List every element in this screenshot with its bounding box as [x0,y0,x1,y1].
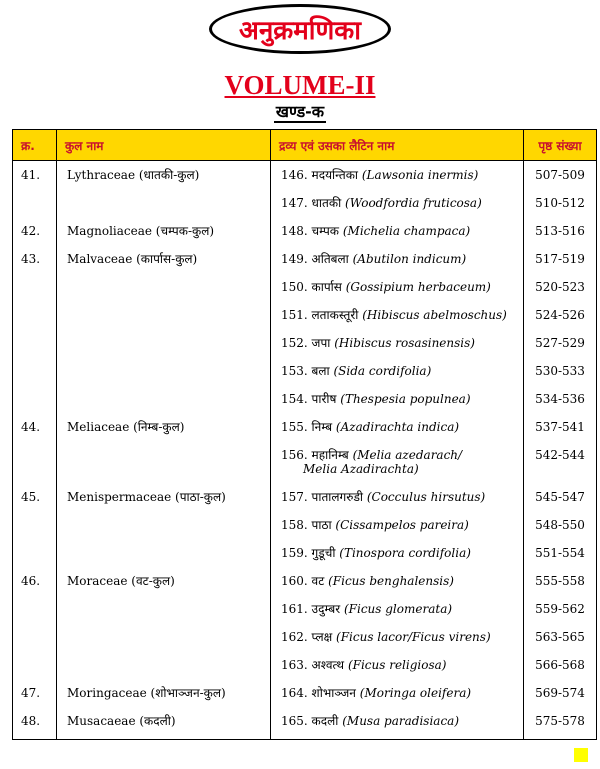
family-cell [57,651,271,679]
drug-cell [271,511,524,539]
pages-cell [524,217,597,245]
drug-cell [271,539,524,567]
drug-number: 160. [281,574,308,588]
drug-cell [271,595,524,623]
family-name [57,273,270,280]
table-row [13,385,597,413]
page-range: 534-536 [535,392,585,406]
drug-name: प्लक्ष [311,630,333,644]
drug-cell [271,623,524,651]
drug-name: मदयन्तिका [311,168,359,182]
serial-number [13,357,56,364]
pages-cell [524,651,597,679]
page-title: अनुक्रमणिका [238,16,362,46]
family-name [57,623,270,630]
family-cell [57,413,271,441]
drug-cell [271,441,524,483]
serial-number [13,623,56,630]
drug-number: 164. [281,686,308,700]
drug-number: 149. [281,252,308,266]
serial-number [13,273,56,280]
latin-name: (Ficus benghalensis) [328,574,454,588]
serial-cell [13,329,57,357]
header-serial: क्र. [13,130,57,161]
family-cell [57,301,271,329]
drug-name: महानिम्ब [311,448,349,462]
section-heading: खण्ड-क [275,102,325,121]
drug-name: चम्पक [311,224,340,238]
table-row [13,651,597,679]
table-row [13,329,597,357]
drug-name: बला [311,364,330,378]
page-range: 520-523 [535,280,585,294]
latin-name: (Lawsonia inermis) [361,168,479,182]
serial-number: 43. [21,252,41,266]
serial-cell [13,595,57,623]
serial-number: 42. [21,224,41,238]
drug-name: धातकी [311,196,342,210]
table-body [13,161,597,740]
table-row [13,217,597,245]
serial-cell [13,567,57,595]
drug-cell [271,679,524,707]
serial-number [13,441,56,448]
serial-cell [13,483,57,511]
page-range: 575-578 [535,714,585,728]
page-range: 510-512 [535,196,585,210]
serial-number: 45. [21,490,41,504]
page-range: 555-558 [535,574,585,588]
page-range: 524-526 [535,308,585,322]
drug-number: 150. [281,280,308,294]
serial-cell [13,539,57,567]
serial-number [13,301,56,308]
drug-number: 146. [281,168,308,182]
family-cell [57,329,271,357]
serial-cell [13,511,57,539]
table-row [13,707,597,740]
page-range: 530-533 [535,364,585,378]
drug-number: 156. [281,448,308,462]
pages-cell [524,245,597,273]
page-range: 569-574 [535,686,585,700]
drug-number: 152. [281,336,308,350]
family-cell [57,567,271,595]
family-cell [57,595,271,623]
latin-name: (Tinospora cordifolia) [339,546,471,560]
serial-number [13,329,56,336]
serial-cell [13,623,57,651]
table-row [13,567,597,595]
latin-name: (Ficus religiosa) [347,658,447,672]
family-cell [57,679,271,707]
family-cell [57,623,271,651]
serial-number [13,385,56,392]
latin-name: (Azadirachta indica) [335,420,460,434]
page-range: 527-529 [535,336,585,350]
pages-cell [524,539,597,567]
pages-cell [524,161,597,190]
table-row [13,301,597,329]
serial-number: 46. [21,574,41,588]
family-name [57,539,270,546]
title-oval [209,4,391,54]
latin-name: (Ficus glomerata) [343,602,453,616]
latin-name: (Thespesia populnea) [340,392,471,406]
latin-name: (Sida cordifolia) [333,364,432,378]
table-row [13,679,597,707]
pages-cell [524,679,597,707]
serial-number: 47. [21,686,41,700]
table-row [13,483,597,511]
latin-name: (Hibiscus abelmoschus) [362,308,507,322]
family-cell [57,273,271,301]
page-range: 551-554 [535,546,585,560]
drug-cell [271,301,524,329]
page-range: 548-550 [535,518,585,532]
page-range: 566-568 [535,658,585,672]
family-cell [57,539,271,567]
family-name: Lythraceae (धातकी-कुल) [67,168,200,182]
table-row [13,161,597,190]
drug-cell [271,483,524,511]
drug-cell [271,161,524,190]
family-cell [57,483,271,511]
family-cell [57,217,271,245]
drug-cell [271,189,524,217]
family-name: Menispermaceae (पाठा-कुल) [67,490,226,504]
family-name [57,329,270,336]
pages-cell [524,301,597,329]
family-cell [57,245,271,273]
latin-name: (Ficus lacor/Ficus virens) [336,630,491,644]
serial-cell [13,273,57,301]
drug-cell [271,273,524,301]
table-header-row [13,130,597,161]
pages-cell [524,511,597,539]
serial-number: 44. [21,420,41,434]
pages-cell [524,595,597,623]
drug-name: शोभाञ्जन [311,686,356,700]
pages-cell [524,357,597,385]
section-heading-wrap [0,100,600,122]
serial-cell [13,357,57,385]
drug-cell [271,707,524,740]
latin-name: (Gossipium herbaceum) [345,280,491,294]
family-name: Moraceae (वट-कुल) [67,574,175,588]
serial-cell [13,245,57,273]
pages-cell [524,483,597,511]
latin-name: (Melia azedarach/ [352,448,463,462]
serial-cell [13,707,57,740]
family-name [57,595,270,602]
page-range: 517-519 [535,252,585,266]
drug-name: कदली [311,714,339,728]
latin-name: (Abutilon indicum) [352,252,467,266]
pages-cell [524,413,597,441]
serial-number: 41. [21,168,41,182]
family-name: Magnoliaceae (चम्पक-कुल) [67,224,215,238]
drug-number: 148. [281,224,308,238]
drug-name: पातालगरुडी [311,490,364,504]
serial-cell [13,301,57,329]
family-name [57,511,270,518]
family-name [57,385,270,392]
latin-name: (Cissampelos pareira) [335,518,469,532]
header-pages: पृष्ठ संख्या [524,130,597,161]
drug-name: अश्वत्थ [311,658,345,672]
family-name: Meliaceae (निम्ब-कुल) [67,420,185,434]
family-name [57,189,270,196]
page-range: 542-544 [535,448,585,462]
family-cell [57,385,271,413]
drug-number: 157. [281,490,308,504]
page-range: 563-565 [535,630,585,644]
drug-name: लताकस्तूरी [311,308,359,322]
latin-name: (Michelia champaca) [342,224,471,238]
serial-cell [13,651,57,679]
latin-name-continued: Melia Azadirachta) [303,462,419,476]
header-drug: द्रव्य एवं उसका लैटिन नाम [271,130,524,161]
latin-name: (Woodfordia fruticosa) [345,196,482,210]
drug-number: 165. [281,714,308,728]
family-name: Musacaeae (कदली) [67,714,176,728]
family-cell [57,707,271,740]
table-row [13,623,597,651]
drug-number: 159. [281,546,308,560]
family-cell [57,161,271,190]
serial-cell [13,441,57,483]
family-cell [57,511,271,539]
drug-number: 153. [281,364,308,378]
pages-cell [524,385,597,413]
serial-number: 48. [21,714,41,728]
latin-name: (Musa paradisiaca) [342,714,459,728]
pages-cell [524,329,597,357]
drug-cell [271,357,524,385]
table-row [13,441,597,483]
pages-cell [524,707,597,740]
pages-cell [524,189,597,217]
index-table [12,129,597,740]
family-name: Moringaceae (शोभाञ्जन-कुल) [67,686,226,700]
serial-number [13,651,56,658]
page-range: 545-547 [535,490,585,504]
drug-number: 154. [281,392,308,406]
table-row [13,273,597,301]
family-cell [57,441,271,483]
drug-cell [271,329,524,357]
drug-cell [271,567,524,595]
table-row [13,595,597,623]
serial-cell [13,161,57,190]
latin-name: (Hibiscus rosasinensis) [334,336,475,350]
serial-number [13,189,56,196]
serial-cell [13,217,57,245]
drug-cell [271,217,524,245]
drug-number: 147. [281,196,308,210]
page-range: 507-509 [535,168,585,182]
drug-cell [271,245,524,273]
drug-name: पारीष [311,392,337,406]
serial-cell [13,413,57,441]
pages-cell [524,623,597,651]
pages-cell [524,273,597,301]
serial-number [13,539,56,546]
drug-number: 155. [281,420,308,434]
drug-number: 158. [281,518,308,532]
family-name [57,301,270,308]
table-row [13,245,597,273]
family-name [57,441,270,448]
drug-name: पाठा [311,518,332,532]
drug-cell [271,385,524,413]
table-row [13,539,597,567]
serial-number [13,595,56,602]
drug-name: उदुम्बर [311,602,341,616]
drug-number: 162. [281,630,308,644]
drug-cell [271,413,524,441]
table-row [13,413,597,441]
family-name [57,651,270,658]
drug-cell [271,651,524,679]
serial-cell [13,385,57,413]
pages-cell [524,441,597,483]
page-range: 537-541 [535,420,585,434]
page-range: 513-516 [535,224,585,238]
table-row [13,357,597,385]
latin-name: (Moringa oleifera) [359,686,472,700]
family-cell [57,189,271,217]
drug-name: कार्पास [311,280,342,294]
drug-name: अतिबला [311,252,349,266]
drug-number: 163. [281,658,308,672]
header-family: कुल नाम [57,130,271,161]
table-row [13,511,597,539]
serial-number [13,511,56,518]
drug-name: जपा [311,336,331,350]
table-row [13,189,597,217]
drug-number: 151. [281,308,308,322]
page-range: 559-562 [535,602,585,616]
serial-cell [13,679,57,707]
corner-mark [574,748,588,762]
volume-heading: VOLUME-II [224,70,376,100]
family-name: Malvaceae (कार्पास-कुल) [67,252,198,266]
family-name [57,357,270,364]
drug-name: निम्ब [311,420,333,434]
drug-number: 161. [281,602,308,616]
drug-name: वट [311,574,325,588]
pages-cell [524,567,597,595]
drug-name: गुडूची [311,546,336,560]
serial-cell [13,189,57,217]
family-cell [57,357,271,385]
latin-name: (Cocculus hirsutus) [366,490,486,504]
